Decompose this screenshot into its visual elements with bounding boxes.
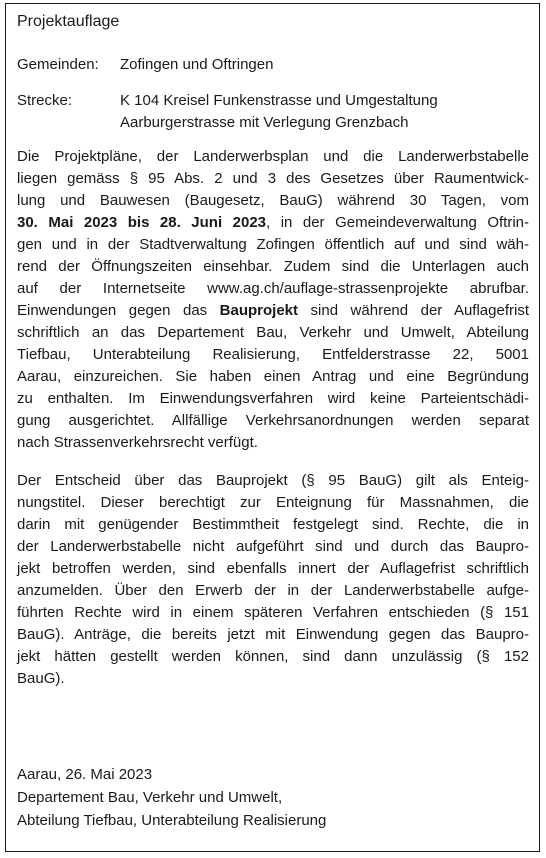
text-line: BauG). Anträge, die bereits jetzt mit Einwendung gegen das Baupro- <box>17 626 529 643</box>
gemeinden-value: Zofingen und Oftringen <box>120 56 274 73</box>
text-line: Der Entscheid über das Bauprojekt (§ 95 BauG) gilt als Enteig- <box>17 472 529 489</box>
division: Abteilung Tiefbau, Unterabteilung Realisierung <box>17 812 327 829</box>
text-line: nungstitel. Dieser berechtigt zur Enteignung für Massnahmen, die <box>17 494 529 511</box>
text-line: anzumelden. Über den Erwerb der in der Landerwerbstabelle aufge- <box>17 582 529 599</box>
text-line: nach Strassenverkehrsrecht verfügt. <box>17 434 258 451</box>
text-line: Tiefbau, Unterabteilung Realisierung, Entfelderstrasse 22, 5001 <box>17 346 529 363</box>
notice-box <box>5 3 540 852</box>
text-line: lung und Bauwesen (Baugesetz, BauG) während 30 Tagen, vom <box>17 192 529 209</box>
text-line: 30. Mai 2023 bis 28. Juni 2023, in der Gemeindeverwaltung Oftrin- <box>17 214 529 231</box>
text-line: BauG). <box>17 670 65 687</box>
text-line: gen und in der Stadtverwaltung Zofingen öffentlich auf und sind wäh- <box>17 236 529 253</box>
text-line: rend der Öffnungszeiten einsehbar. Zudem sind die Unterlagen auch <box>17 258 529 275</box>
text-line: Einwendungen gegen das Bauprojekt sind während der Auflagefrist <box>17 302 529 319</box>
bauprojekt-bold: Bauprojekt <box>219 302 299 319</box>
department: Departement Bau, Verkehr und Umwelt, <box>17 789 283 806</box>
text-line: gung ausgerichtet. Allfällige Verkehrsanordnungen werden separat <box>17 412 529 429</box>
text-line: zu enthalten. Im Einwendungsverfahren wird keine Parteientschädi- <box>17 390 529 407</box>
text-line: jekt hätten gestellt werden können, sind dann unzulässig (§ 152 <box>17 648 529 665</box>
text-line: darin mit genügender Bestimmtheit festgelegt sind. Rechte, die in <box>17 516 529 533</box>
text-line: schriftlich an das Departement Bau, Verkehr und Umwelt, Abteilung <box>17 324 529 341</box>
text-line: der Landerwerbstabelle nicht aufgeführt sind und durch das Baupro- <box>17 538 529 555</box>
notice-title: Projektauflage <box>17 13 120 30</box>
text-line: liegen gemäss § 95 Abs. 2 und 3 des Gesetzes über Raumentwick- <box>17 170 529 187</box>
gemeinden-label: Gemeinden: <box>17 56 99 73</box>
text-line: jekt betroffen werden, sind ebenfalls innert der Auflagefrist schriftlich <box>17 560 529 577</box>
text-line: Die Projektpläne, der Landerwerbsplan und die Landerwerbstabelle <box>17 148 529 165</box>
text-line: auf der Internetseite www.ag.ch/auflage-strassenprojekte abrufbar. <box>17 280 529 297</box>
text-line: Aarau, einzureichen. Sie haben einen Antrag und eine Begründung <box>17 368 529 385</box>
strecke-value-line2: Aarburgerstrasse mit Verlegung Grenzbach <box>120 114 409 131</box>
place-date: Aarau, 26. Mai 2023 <box>17 766 153 783</box>
strecke-value-line1: K 104 Kreisel Funkenstrasse und Umgestaltung <box>120 92 438 109</box>
text-line: führten Rechte wird in einem späteren Verfahren entschieden (§ 151 <box>17 604 529 621</box>
strecke-label: Strecke: <box>17 92 73 109</box>
auflage-dates: 30. Mai 2023 bis 28. Juni 2023 <box>17 214 267 231</box>
